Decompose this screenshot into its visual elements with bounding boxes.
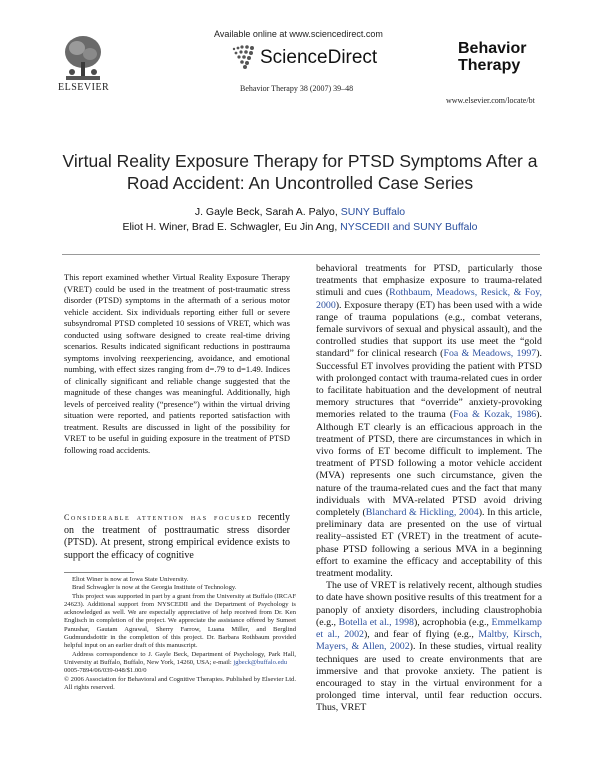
citation-link[interactable]: Blanchard & Hickling, 2004 bbox=[365, 507, 479, 519]
footnote-item: © 2006 Association for Behavioral and Cognitive Therapies. Published by Elsevier Ltd. All rights reserved. bbox=[64, 675, 296, 691]
citation-link[interactable]: Botella et al., 1998 bbox=[338, 616, 414, 628]
affiliation-line1: SUNY Buffalo bbox=[340, 206, 406, 218]
journal-name-line1: Behavior bbox=[458, 40, 527, 57]
citation-link[interactable]: Foa & Kozak, 1986 bbox=[453, 409, 537, 421]
citation-link[interactable]: Maltby, Kirsch, Mayers, & Allen, 2002 bbox=[316, 629, 542, 653]
sciencedirect-dots-icon bbox=[230, 43, 258, 71]
footnote-item: Brad Schwagler is now at the Georgia Institute of Technology. bbox=[72, 584, 237, 592]
abstract: This report examined whether Virtual Reality Exposure Therapy (VRET) could be used in the treatment of post-traumatic stress disorder (PTSD) symptoms in the aftermath of a serious motor vehicle accident. Six individuals reporting either full or severe subsyndromal PTSD completed 10 sessions of VRET, which was conducted using software designed to create real-time driving scenarios. Results indicated significant reductions in posttrauma symptoms involving reexperiencing, avoidance, and emotional numbing, with effect sizes ranging from d=.79 to d=1.49. Indices of clinically significant and reliable change suggested that the magnitude of these changes was meaningful. Additionally, high levels of perceived reality (“presence”) within the virtual driving situation were reported, and patients reported satisfaction with treatment. Results are discussed in light of the possibility for VRET to be useful in guiding exposure in the treatment of PTSD following road accidents. bbox=[64, 272, 290, 455]
right-column bbox=[316, 263, 542, 715]
article-title: Virtual Reality Exposure Therapy for PTSD Symptoms After a Road Accident: An Uncontrolled Case Series bbox=[62, 151, 538, 193]
footnote-item: This project was supported in part by a grant from the University at Buffalo (IRCAF 24623). Additional support from NYSCEDII and the Department of Psychology is acknowledged as well. We are especially appreciative of help received from Dr. Ken Englisch in completion of the project. We appreciate the assistance offered by Sumeet Panushar, Gautam Agrawal, Sherry Farrow, Luana Miller, and Berglind Gudmundsdottir in the completion of this project. Dr. Barbara Rothbaum provided helpful input on an earlier draft of this manuscript. bbox=[64, 592, 296, 650]
body-paragraph: behavioral treatments for PTSD, particularly those treatments that emphasize exposure to trauma-related stimuli and cues (Rothbaum, Meadows, Resick, & Foy, 2000). Exposure therapy (ET) has been used with a wide range of trauma populations (e.g., combat veterans, female survivors of sexual and physical assault), and the controlled studies that support its use meet the “gold standard” for clinical research (Foa & Meadows, 1997). Successful ET involves providing the patient with PTSD with prolonged contact with trauma-related cues in order to facilitate habituation and the development of neutral memory structures that “override” anxiety-provoking memories related to the trauma (Foa & Kozak, 1986). Although ET clearly is an efficacious approach in the treatment of PTSD, there are circumstances in which in vivo forms of ET become difficult to implement. The treatment of PTSD following a motor vehicle accident (MVA) represents one such circumstance, given the nature of the trauma-related cues and the fact that many individuals with MVA-related PTSD avoid driving completely (Blanchard & Hickling, 2004). In this article, preliminary data are presented on the use of virtual reality–assisted ET (VRET) in the treatment of acute-phase PTSD following a serious MVA in a beginning effort to examine the efficacy and acceptability of this treatment modality. bbox=[316, 263, 543, 580]
journal-logo-text bbox=[458, 40, 526, 74]
intro-lead-caps: Considerable attention has focused bbox=[64, 513, 253, 522]
citation-link[interactable]: Foa & Meadows, 1997 bbox=[443, 348, 537, 360]
footnote-item: Address correspondence to J. Gayle Beck, Department of Psychology, Park Hall, University at Buffalo, Buffalo, New York, 14260, USA; e-mail: jgbeck@buffalo.edu bbox=[64, 650, 296, 666]
citation-link[interactable]: Emmelkamp et al., 2002 bbox=[316, 616, 542, 641]
authors-line1: J. Gayle Beck, Sarah A. Palyo, bbox=[194, 206, 338, 218]
footnote-item: 0005-7894/06/039-048/$1.00/0 bbox=[64, 667, 147, 675]
journal-name-line2: Therapy bbox=[458, 57, 521, 74]
body-paragraph: The use of VRET is relatively recent, although studies to date have shown positive results of this treatment for a panoply of anxiety disorders, including claustrophobia (e.g., Botella et al., 1998), acrophobia (e.g., Emmelkamp et al., 2002), and fear of flying (e.g., Maltby, Kirsch, Mayers, & Allen, 2002). In these studies, virtual reality techniques are used to create environments that are immersive and that provoke anxiety. The patient is encouraged to stay in the virtual environment for a prolonged time interval, until fear reduction occurs. Thus, VRET bbox=[316, 580, 542, 714]
footnote-rule bbox=[64, 572, 134, 573]
sciencedirect-wordmark: ScienceDirect bbox=[260, 47, 378, 68]
intro-paragraph bbox=[64, 512, 290, 562]
footnote-item: Eliot Winer is now at Iowa State University. bbox=[72, 576, 189, 583]
elsevier-tree-logo bbox=[60, 32, 106, 84]
correspondence-email-link[interactable]: jgbeck@buffalo.edu bbox=[233, 658, 288, 666]
intro-text: recently on the treatment of posttraumatic stress disorder (PTSD). At present, strong empirical evidence exists to support the efficacy of cognitive bbox=[64, 512, 291, 561]
footnotes bbox=[64, 576, 296, 692]
author-block bbox=[80, 205, 520, 235]
affiliation-line2: NYSCEDII and SUNY Buffalo bbox=[340, 221, 478, 233]
publisher-name: ELSEVIER bbox=[58, 82, 110, 93]
journal-url[interactable]: www.elsevier.com/locate/bt bbox=[446, 96, 535, 105]
available-online-text[interactable]: Available online at www.sciencedirect.com bbox=[214, 29, 383, 39]
authors-line2: Eliot H. Winer, Brad E. Schwagler, Eu Jin Ang, bbox=[122, 221, 338, 233]
divider bbox=[62, 254, 540, 255]
journal-citation: Behavior Therapy 38 (2007) 39–48 bbox=[240, 84, 354, 93]
citation-link[interactable]: Rothbaum, Meadows, Resick, & Foy, 2000 bbox=[316, 287, 543, 311]
